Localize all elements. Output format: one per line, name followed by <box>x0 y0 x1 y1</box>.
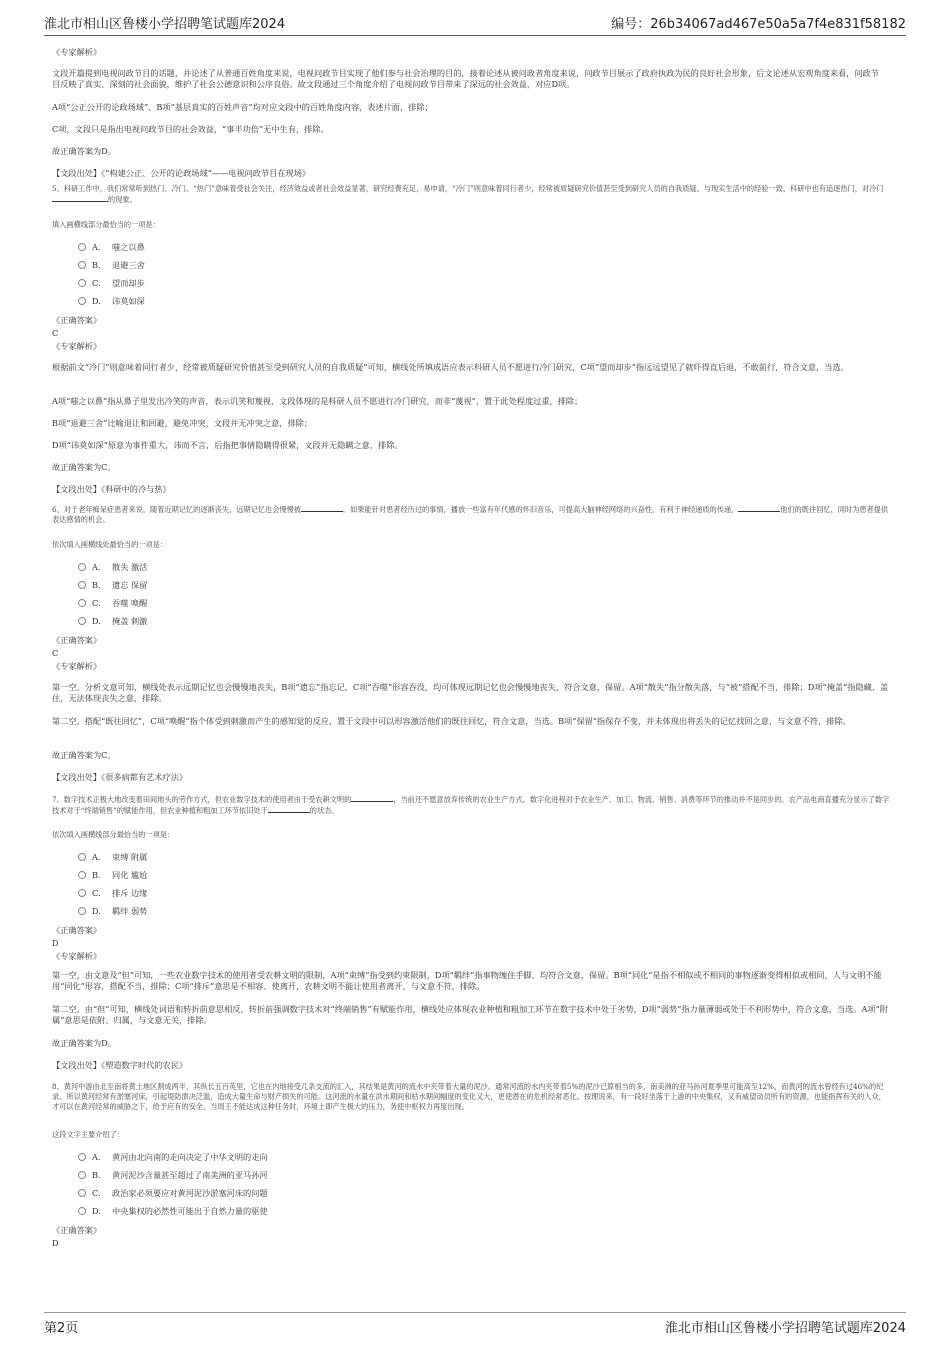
option-text: 讳莫如深 <box>112 295 145 306</box>
q6-answer: C <box>52 648 59 658</box>
q4-analysis-p3: C项，文段只是指出电视问政节目的社会效益，“事半功倍”无中生有，排除。 <box>52 124 329 134</box>
q6-analysis-label: 《专家解析》 <box>52 661 102 671</box>
radio-icon[interactable] <box>78 297 86 305</box>
q4-source: 【文段出处】《“构建公正、公开的论政场域”——电视问政节目在现场》 <box>52 168 311 178</box>
q8-answer: D <box>52 1238 59 1248</box>
q8-option-a[interactable] <box>52 1148 268 1166</box>
option-text: 羁绊 弱势 <box>112 905 148 916</box>
option-letter: B. <box>92 1170 101 1180</box>
option-text: 排斥 边缘 <box>112 887 148 898</box>
q4-analysis-p2: A项“公正公开的论政场域”、B项“基层真实的百姓声音”均对应文段中的百姓角度内容，表述片面，排除； <box>52 102 433 112</box>
radio-icon[interactable] <box>78 261 86 269</box>
option-letter: B. <box>92 260 101 270</box>
q7-option-b[interactable] <box>52 866 147 884</box>
q5-option-a[interactable] <box>52 238 145 256</box>
radio-icon[interactable] <box>78 599 86 607</box>
q5-analysis-p1: 根据前文“冷门”则意味着同行者少，经常被质疑研究价值甚至受到研究人员的自我质疑”可知，横线处所填成语应表示科研人员不愿进行冷门研究，C项“望而却步”指远远望见了就吓得直后退，不敢前行，符合文意，当选。 <box>52 362 849 372</box>
q7-analysis-p3: 故正确答案为D。 <box>52 1038 116 1048</box>
option-letter: C. <box>92 598 101 608</box>
option-text: 黄河泥沙含量甚至超过了南美洲的亚马孙河 <box>112 1169 268 1180</box>
q8-options <box>52 1148 268 1220</box>
q7-answer-label: 《正确答案》 <box>52 925 102 935</box>
q4-analysis-p4: 故正确答案为D。 <box>52 146 116 156</box>
q5-analysis-p5: 故正确答案为C。 <box>52 462 116 472</box>
q5-analysis-p2: A项“嗤之以鼻”指从鼻子里发出冷笑的声音，表示讥笑和蔑视，文段体现的是科研人员不愿进行冷门研究，而非“蔑视”，置于此处程度过重，排除； <box>52 396 583 406</box>
q7-stem <box>52 794 892 816</box>
q6-analysis-p3: 故正确答案为C。 <box>52 750 116 760</box>
q7-blank-2 <box>268 805 310 813</box>
radio-icon[interactable] <box>78 563 86 571</box>
radio-icon[interactable] <box>78 243 86 251</box>
q6-blank-2 <box>738 504 780 512</box>
header-code-value: 26b34067ad467e50a5a7f4e831f58182 <box>650 17 906 32</box>
option-text: 望而却步 <box>112 277 145 288</box>
header-code-label: 编号： <box>611 17 651 32</box>
q7-options <box>52 848 147 920</box>
q7-stem-a: 7、数字技术正极大地改变着田间地头的劳作方式，但农业数字技术的使用者由于受农耕文明的 <box>52 795 352 804</box>
q7-analysis-p1: 第一空，由文意及“但”可知，一些农业数字技术的使用者受农耕文明的限制，A项“束缚”指受到约束限制，D项“羁绊”指事物缠住手脚，均符合文意，保留。B项“同化”是指不相似或不相同的事物逐渐变得相似或相同，人与文明不能用“同化”形容，搭配不当，排除；C项“排斥”意思是不相容、使离开，农耕文明不能让使用者离开，与文意不符，排除。 <box>52 970 882 991</box>
q8-option-d[interactable] <box>52 1202 268 1220</box>
option-text: 黄河由北向南的走向决定了中华文明的走向 <box>112 1151 268 1162</box>
option-letter: C. <box>92 278 101 288</box>
q7-analysis-p2: 第二空，由“但”可知，横线处词语和转折前意思相反，转折前强调数字技术对“终端销售”有赋能作用，横线处应体现农业种植和粗加工环节在数字技术中处于劣势，D项“弱势”指力量薄弱或处于不利形势中，符合文意，当选。A项“附属”意思是依附、归属，与文意无关，排除。 <box>52 1004 888 1025</box>
radio-icon[interactable] <box>78 1189 86 1197</box>
radio-icon[interactable] <box>78 1153 86 1161</box>
q5-option-b[interactable] <box>52 256 145 274</box>
page-footer <box>44 1312 906 1336</box>
q7-stem-c: 的状态。 <box>309 806 339 815</box>
q6-option-d[interactable] <box>52 612 147 630</box>
q7-prompt: 依次填入画横线部分最恰当的一项是： <box>52 830 175 839</box>
option-text: 束缚 附属 <box>112 851 148 862</box>
q6-stem-c: 他们的既往回忆，同时为患者提供表达感情的机会。 <box>52 505 889 524</box>
q6-stem-b: 。如果能针对患者经历过的事情，播放一些富有年代感的怀旧音乐，可提高大脑神经网络的兴奋性，有利于神经递质的传递， <box>342 505 739 514</box>
radio-icon[interactable] <box>78 279 86 287</box>
q5-analysis-label: 《专家解析》 <box>52 341 102 351</box>
q6-source: 【文段出处】《很多病都有艺术疗法》 <box>52 772 188 782</box>
q5-source: 【文段出处】《科研中的冷与热》 <box>52 484 171 494</box>
q5-analysis-p4: D项“讳莫如深”原意为事件重大，讳而不言，后指把事情隐瞒得很紧，文段并无隐瞒之意，排除。 <box>52 440 403 450</box>
q6-analysis-p1: 第一空，分析文意可知，横线处表示远期记忆也会慢慢地丧失，B项“遗忘”指忘记，C项“吞噬”形容吞没，均可体现远期记忆也会慢慢地丧失，符合文意，保留。A项“散失”指分散失落，与“被”搭配不当，排除；D项“掩盖”指隐藏、盖住，无法体现丧失之意，排除。 <box>52 682 889 703</box>
option-text: 同化 尴尬 <box>112 869 148 880</box>
q7-stem-b: ，当前还不愿意放弃传统的农业生产方式。数字化进程对于农业生产、加工、物流、销售、消费等环节的推动并不是同步的。农产品电商直播充分显示了数字技术对于“终端销售”的赋能作用，但农业种植和粗加工环节依旧处于 <box>52 795 890 815</box>
header-code <box>611 13 906 32</box>
radio-icon[interactable] <box>78 581 86 589</box>
page-header <box>44 14 906 36</box>
q6-answer-label: 《正确答案》 <box>52 635 102 645</box>
q5-analysis-p3: B项“退避三舍”比喻退让和回避，避免冲突，文段并无冲突之意，排除； <box>52 418 313 428</box>
q7-option-c[interactable] <box>52 884 147 902</box>
q8-option-b[interactable] <box>52 1166 268 1184</box>
option-text: 遗忘 保留 <box>112 579 148 590</box>
radio-icon[interactable] <box>78 853 86 861</box>
radio-icon[interactable] <box>78 889 86 897</box>
option-text: 吞噬 唤醒 <box>112 597 148 608</box>
option-letter: C. <box>92 888 101 898</box>
q7-blank-1 <box>351 794 393 802</box>
q8-prompt: 这段文字主要介绍了： <box>52 1130 124 1139</box>
q6-blank-1 <box>301 504 343 512</box>
option-text: 政治家必须要应对黄河泥沙淤塞河床的问题 <box>112 1187 268 1198</box>
radio-icon[interactable] <box>78 1207 86 1215</box>
q6-stem-a: 6、对于老年痴呆症患者来说，随着近期记忆的逐渐丧失，远期记忆也会慢慢被 <box>52 505 301 514</box>
option-letter: B. <box>92 870 101 880</box>
q5-option-d[interactable] <box>52 292 145 310</box>
q6-analysis-p2: 第二空，搭配“既往回忆”，C项“唤醒”指个体受到刺激而产生的感知觉的反应，置于文段中可以形容激活他们的既往回忆，符合文意，当选。B项“保留”指保存不变，并未体现出将丢失的记忆找回之意，与文意不符，排除。 <box>52 716 851 726</box>
q5-blank <box>52 194 108 202</box>
option-text: 退避三舍 <box>112 259 145 270</box>
q7-option-d[interactable] <box>52 902 147 920</box>
option-letter: D. <box>92 1206 101 1216</box>
option-text: 嗤之以鼻 <box>112 241 145 252</box>
option-letter: A. <box>92 852 101 862</box>
option-letter: C. <box>92 1188 101 1198</box>
header-title: 淮北市相山区鲁楼小学招聘笔试题库2024 <box>44 17 286 32</box>
radio-icon[interactable] <box>78 1171 86 1179</box>
q6-option-a[interactable] <box>52 558 147 576</box>
q6-options <box>52 558 147 630</box>
q6-prompt: 依次填入画横线处最恰当的一项是： <box>52 540 168 549</box>
q8-answer-label: 《正确答案》 <box>52 1225 102 1235</box>
footer-title: 淮北市相山区鲁楼小学招聘笔试题库2024 <box>664 1321 906 1336</box>
q6-option-c[interactable] <box>52 594 147 612</box>
footer-page-number: 第2页 <box>44 1321 79 1336</box>
q6-stem <box>52 504 892 525</box>
q4-analysis-label: 《专家解析》 <box>52 47 102 57</box>
q5-stem <box>52 184 892 205</box>
option-letter: A. <box>92 1152 101 1162</box>
q5-option-c[interactable] <box>52 274 145 292</box>
q5-answer: C <box>52 328 59 338</box>
option-letter: D. <box>92 906 101 916</box>
option-text: 散失 激活 <box>112 561 148 572</box>
q5-prompt: 填入画横线部分最恰当的一项是： <box>52 220 160 229</box>
option-letter: D. <box>92 616 101 626</box>
q7-analysis-label: 《专家解析》 <box>52 951 102 961</box>
q4-analysis-p1: 文段开篇提到电视问政节目的话题，并论述了从普通百姓角度来说，电视问政节目实现了他们参与社会治理的目的，接着论述从被问政者角度来说，问政节目展示了政府执政为民的良好社会形象，后文论述从宏观角度来看，问政节目反映了真实、深刻的社会面貌，维护了社会公德意识和公序良俗。故文段通过三个角度介绍了电视问政节目带来了深远的社会效益，对应D项。 <box>52 68 879 89</box>
option-text: 掩盖 刺激 <box>112 615 148 626</box>
q8-stem: 8、黄河中游由北至南将黄土地区割成两半，其纵长五百英里，它也在内地接受几条支流的汇入，其结果是黄河的流水中夹带着大量的泥沙。通常河流的水内夹带着5%的泥沙已算相当的多，南美洲的亚马孙河夏季里可能高至12%，而黄河的流水曾经有过46%的纪录。所以黄河经常有淤塞河床，引起堤防溃决泛滥，造成大量生命与财产损失的可能。这河流的水量在洪水期间和枯水期间幅度的变化又大，更使潜在的危机经常恶化。按理说来，有一段好坐落于上游的中央集权，又有威望动员所有的资源，也能指挥有关的人众，才可以在黄河经常的威胁之下，给予应有的安全。当周王不能达成这种任务时，环境上即产生极大的压力，务使中枢权力再度出现。 <box>52 1082 886 1111</box>
q6-option-b[interactable] <box>52 576 147 594</box>
q5-stem-b: 的现象。 <box>108 195 137 204</box>
radio-icon[interactable] <box>78 871 86 879</box>
option-letter: A. <box>92 242 101 252</box>
q5-answer-label: 《正确答案》 <box>52 315 102 325</box>
q7-option-a[interactable] <box>52 848 147 866</box>
option-text: 中央集权的必然性可能出于自然力量的驱使 <box>112 1205 268 1216</box>
q7-source: 【文段出处】《塑造数字时代的农民》 <box>52 1060 188 1070</box>
option-letter: D. <box>92 296 101 306</box>
radio-icon[interactable] <box>78 617 86 625</box>
q5-options <box>52 238 145 310</box>
option-letter: B. <box>92 580 101 590</box>
q5-stem-a: 5、科研工作中，我们常常听到热门、冷门。“热门”意味着受社会关注，经济效益或者社会效益显著，研究经费充足，易申请，“冷门”则意味着同行者少，经常被质疑研究价值甚至受到研究人员的自我质疑。与现实生活中的经验一致，科研中也有追逐热门，对冷门 <box>52 184 884 193</box>
radio-icon[interactable] <box>78 907 86 915</box>
q8-option-c[interactable] <box>52 1184 268 1202</box>
option-letter: A. <box>92 562 101 572</box>
q7-answer: D <box>52 938 59 948</box>
